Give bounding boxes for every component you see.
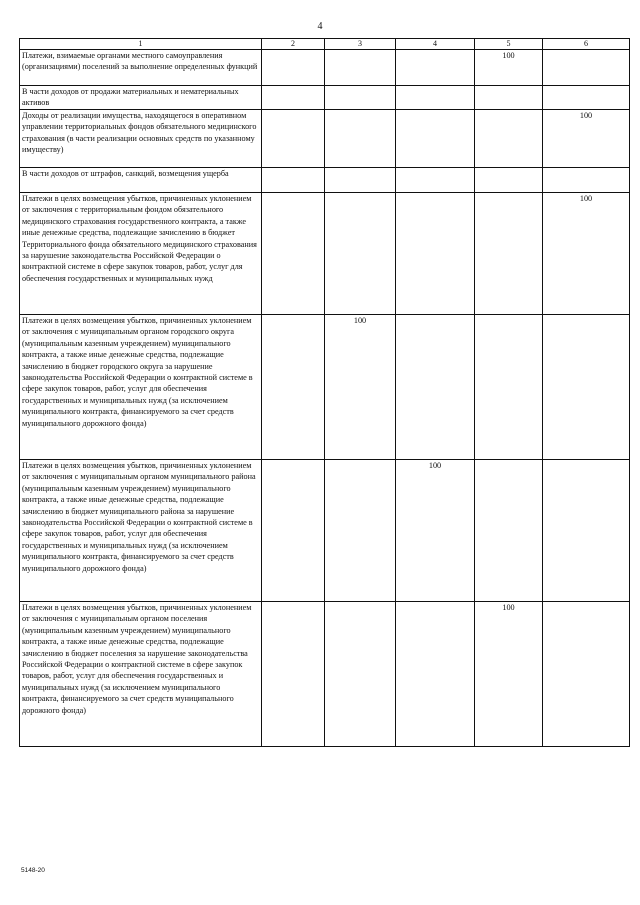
table-row bbox=[20, 460, 630, 602]
row-value-col5 bbox=[475, 460, 543, 602]
row-value-col2 bbox=[262, 86, 325, 110]
row-value-col4 bbox=[396, 50, 475, 86]
row-description: Платежи в целях возмещения убытков, причиненных уклонением от заключения с муниципальным органом муниципального района (муниципальным казенным учреждением) муниципального контракта, а также иные денежные средства, подлежащие зачислению в бюджет муниципального района за нарушение законодательства Российской Федерации о контрактной системе в сфере закупок товаров, работ, услуг для обеспечения государственных и муниципальных нужд (за исключением муниципального контракта, финансируемого за счет средств муниципального дорожного фонда) bbox=[20, 460, 262, 602]
row-value-col5 bbox=[475, 168, 543, 193]
row-description: Платежи, взимаемые органами местного самоуправления (организациями) поселений за выполнение определенных функций bbox=[20, 50, 262, 86]
row-value-col3 bbox=[325, 86, 396, 110]
row-value-col3 bbox=[325, 460, 396, 602]
row-value-col3 bbox=[325, 602, 396, 747]
row-description: Платежи в целях возмещения убытков, причиненных уклонением от заключения с муниципальным органом городского округа (муниципальным казенным учреждением) муниципального контракта, а также иные денежные средства, подлежащие зачислению в бюджет городского округа за нарушение законодательства Российской Федерации о контрактной системе в сфере закупок товаров, работ, услуг для обеспечения государственных и муниципальных нужд (за исключением муниципального контракта, финансируемого за счет средств муниципального дорожного фонда) bbox=[20, 315, 262, 460]
row-value-col4 bbox=[396, 602, 475, 747]
row-value-col5: 100 bbox=[475, 50, 543, 86]
row-value-col3: 100 bbox=[325, 315, 396, 460]
row-value-col2 bbox=[262, 193, 325, 315]
row-value-col3 bbox=[325, 193, 396, 315]
row-description: В части доходов от продажи материальных и нематериальных активов bbox=[20, 86, 262, 110]
table-row bbox=[20, 193, 630, 315]
row-value-col5: 100 bbox=[475, 602, 543, 747]
row-value-col4: 100 bbox=[396, 460, 475, 602]
row-value-col6 bbox=[543, 460, 630, 602]
row-value-col5 bbox=[475, 315, 543, 460]
column-header-3: 3 bbox=[325, 39, 396, 50]
revenue-distribution-table bbox=[19, 38, 630, 747]
page-number: 4 bbox=[317, 21, 323, 32]
row-description: Доходы от реализации имущества, находящегося в оперативном управлении территориальных фондов обязательного медицинского страхования (в части реализации основных средств по указанному имуществу) bbox=[20, 110, 262, 168]
row-value-col5 bbox=[475, 86, 543, 110]
table-row bbox=[20, 315, 630, 460]
row-value-col2 bbox=[262, 315, 325, 460]
row-description: Платежи в целях возмещения убытков, причиненных уклонением от заключения с муниципальным органом поселения (муниципальным казенным учреждением) муниципального контракта, а также иные денежные средства, подлежащие зачислению в бюджет поселения за нарушение законодательства Российской Федерации о контрактной системе в сфере закупок товаров, работ, услуг для обеспечения государственных и муниципальных нужд (за исключением муниципального контракта, финансируемого за счет средств муниципального дорожного фонда) bbox=[20, 602, 262, 747]
row-value-col4 bbox=[396, 168, 475, 193]
table-row bbox=[20, 86, 630, 110]
table-row bbox=[20, 602, 630, 747]
row-value-col2 bbox=[262, 50, 325, 86]
row-value-col3 bbox=[325, 168, 396, 193]
column-header-4: 4 bbox=[396, 39, 475, 50]
row-value-col6: 100 bbox=[543, 110, 630, 168]
row-value-col2 bbox=[262, 110, 325, 168]
row-value-col4 bbox=[396, 86, 475, 110]
row-value-col6: 100 bbox=[543, 193, 630, 315]
column-header-5: 5 bbox=[475, 39, 543, 50]
row-value-col3 bbox=[325, 50, 396, 86]
row-value-col6 bbox=[543, 315, 630, 460]
table-row bbox=[20, 110, 630, 168]
column-header-2: 2 bbox=[262, 39, 325, 50]
row-value-col5 bbox=[475, 193, 543, 315]
row-value-col6 bbox=[543, 50, 630, 86]
row-value-col6 bbox=[543, 168, 630, 193]
row-value-col4 bbox=[396, 110, 475, 168]
document-code: 5148-20 bbox=[21, 867, 45, 874]
row-value-col3 bbox=[325, 110, 396, 168]
row-value-col4 bbox=[396, 315, 475, 460]
row-value-col4 bbox=[396, 193, 475, 315]
row-value-col5 bbox=[475, 110, 543, 168]
row-value-col6 bbox=[543, 602, 630, 747]
row-value-col2 bbox=[262, 602, 325, 747]
row-value-col6 bbox=[543, 86, 630, 110]
table-row bbox=[20, 50, 630, 86]
table-header-row bbox=[20, 39, 630, 50]
column-header-1: 1 bbox=[20, 39, 262, 50]
row-value-col2 bbox=[262, 168, 325, 193]
row-description: В части доходов от штрафов, санкций, возмещения ущерба bbox=[20, 168, 262, 193]
row-value-col2 bbox=[262, 460, 325, 602]
column-header-6: 6 bbox=[543, 39, 630, 50]
table-row bbox=[20, 168, 630, 193]
row-description: Платежи в целях возмещения убытков, причиненных уклонением от заключения с территориальным фондом обязательного медицинского страхования государственного контракта, а также иные денежные средства, подлежащие зачислению в бюджет Территориального фонда обязательного медицинского страхования за нарушение законодательства Российской Федерации о контрактной системе в сфере закупок товаров, работ, услуг для обеспечения государственных и муниципальных нужд bbox=[20, 193, 262, 315]
